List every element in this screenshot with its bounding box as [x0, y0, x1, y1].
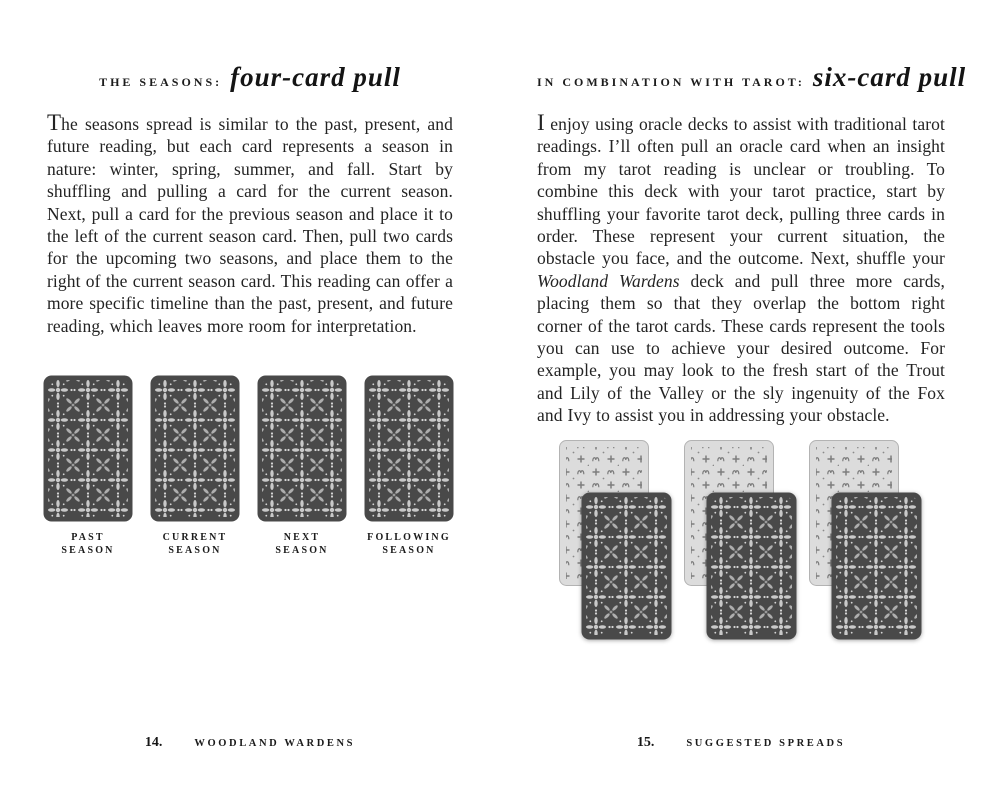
card-label	[275, 531, 328, 557]
card-label-line2: SEASON	[382, 545, 436, 556]
right-footer-label: SUGGESTED SPREADS	[686, 738, 846, 749]
right-page-header	[537, 62, 967, 93]
right-body-italic-term: Woodland Wardens	[537, 270, 680, 291]
card-label	[163, 531, 228, 557]
left-page-header	[47, 62, 453, 93]
oracle-card-back-icon	[364, 375, 454, 522]
left-header-label: THE SEASONS:	[99, 75, 223, 89]
oracle-card-back-icon	[581, 492, 672, 640]
right-body-before: I enjoy using oracle decks to assist with traditional tarot readings. I’ll often pull an oracle card when an insight from my tarot reading is unclear or troubling. To combine this deck with your tarot practice, start by shuffling your favorite tarot deck, pulling three cards in order. These represent your current situation, the obstacle you face, and the outcome. Next, shuffle your	[537, 110, 945, 269]
seasons-card-row	[43, 375, 454, 557]
right-page-number: 15.	[636, 735, 655, 750]
card-label-line1: CURRENT	[162, 532, 228, 543]
page-left	[47, 62, 453, 750]
left-footer-label: WOODLAND WARDENS	[194, 738, 356, 749]
oracle-card-back-icon	[43, 375, 133, 522]
right-header-label: IN COMBINATION WITH TAROT:	[537, 75, 805, 89]
oracle-card-back-icon	[706, 492, 797, 640]
card-label-line1: NEXT	[283, 532, 321, 543]
right-body-after: deck and pull three more cards, placing them so that they overlap the bottom right corner of the tarot cards. These cards represent the tools you can use to achieve your desired outcome. For example, you may look to the fresh start of the Trout and Lily of the Valley or the sly ingenuity of the Fox and Ivy to assist you in addressing your obstacle.	[537, 270, 945, 426]
card-label-line1: FOLLOWING	[367, 532, 451, 543]
left-header-title: four-card pull	[230, 62, 401, 92]
oracle-card-back-icon	[831, 492, 922, 640]
left-body-text: The seasons spread is similar to the past, present, and future reading, but each card represents a season in nature: winter, spring, summer, and fall. Start by shuffling and pulling a card for the current season. Next, pull a card for the previous season and place it to the left of the current season card. Then, pull two cards for the upcoming two seasons, and place them to the right of the current season card. This reading can offer a more specific timeline than the past, present, and future reading, which leaves more room for interpretation.	[47, 110, 453, 336]
card-label	[367, 531, 451, 557]
card-label-line2: SEASON	[61, 545, 115, 556]
card-label-line1: PAST	[71, 532, 105, 543]
tarot-oracle-pair	[559, 440, 673, 641]
oracle-card-back-icon	[150, 375, 240, 522]
card-slot-next-season	[257, 375, 347, 557]
card-slot-current-season	[150, 375, 240, 557]
tarot-oracle-pair	[684, 440, 798, 641]
card-label	[61, 531, 114, 557]
card-slot-following-season	[364, 375, 454, 557]
right-header-title: six-card pull	[812, 62, 967, 92]
right-body-text	[537, 111, 945, 427]
left-page-number: 14.	[144, 735, 163, 750]
page-right	[537, 62, 967, 750]
card-label-line2: SEASON	[275, 545, 329, 556]
right-page-footer	[537, 735, 945, 751]
tarot-oracle-pair	[809, 440, 923, 641]
oracle-card-back-icon	[257, 375, 347, 522]
card-slot-past-season	[43, 375, 133, 557]
tarot-combo-row	[537, 440, 945, 641]
left-page-footer	[47, 735, 453, 751]
card-label-line2: SEASON	[168, 545, 222, 556]
